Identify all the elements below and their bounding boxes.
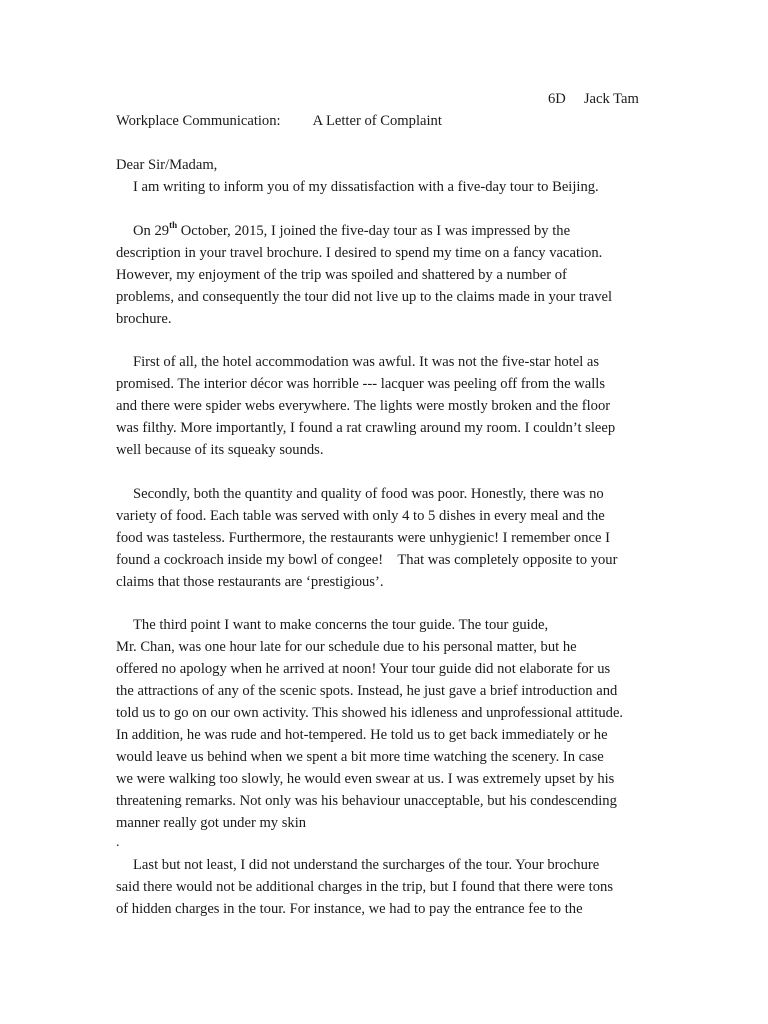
student-info (548, 88, 639, 110)
paragraph-2-line: well because of its squeaky sounds. (116, 442, 324, 458)
paragraph-2-line: and there were spider webs everywhere. The lights were mostly broken and the floor (116, 398, 611, 414)
class-code: 6D (548, 91, 566, 107)
paragraph-4-line: manner really got under my skin (116, 815, 307, 831)
paragraph-3-line: claims that those restaurants are ‘prestigious’. (116, 574, 384, 590)
paragraph-3-line: found a cockroach inside my bowl of congee! That was completely opposite to your (116, 552, 618, 568)
paragraph-4-line: In addition, he was rude and hot-tempered. He told us to get back immediately or he (116, 727, 608, 743)
paragraph-2-line: promised. The interior décor was horrible --- lacquer was peeling off from the walls (116, 376, 605, 392)
paragraph-1-line: problems, and consequently the tour did not live up to the claims made in your travel (116, 289, 613, 305)
paragraph-4-line: offered no apology when he arrived at noon! Your tour guide did not elaborate for us (116, 661, 611, 677)
paragraph-4-line: The third point I want to make concerns the tour guide. The tour guide, (133, 617, 549, 633)
course-name: Workplace Communication: (116, 113, 281, 129)
document-title (116, 110, 442, 132)
student-name: Jack Tam (583, 91, 639, 107)
paragraph-5-line: of hidden charges in the tour. For instance, we had to pay the entrance fee to the (116, 901, 583, 917)
paragraph-4-line: Mr. Chan, was one hour late for our schedule due to his personal matter, but he (116, 639, 577, 655)
paragraph-2-line: was filthy. More importantly, I found a rat crawling around my room. I couldn’t sleep (116, 420, 616, 436)
date-superscript: th (169, 220, 178, 231)
paragraph-3-line: variety of food. Each table was served with only 4 to 5 dishes in every meal and the (116, 508, 605, 524)
assignment-title: A Letter of Complaint (312, 113, 442, 129)
paragraph-4-line: told us to go on our own activity. This showed his idleness and unprofessional attitude. (116, 705, 624, 721)
paragraph-4-line: we were walking too slowly, he would even swear at us. I was extremely upset by his (116, 771, 615, 787)
salutation: Dear Sir/Madam, (116, 157, 218, 173)
paragraph-3-line: Secondly, both the quantity and quality of food was poor. Honestly, there was no (133, 486, 604, 502)
paragraph-2-line: First of all, the hotel accommodation was awful. It was not the five-star hotel as (133, 354, 600, 370)
paragraph-5-line: said there would not be additional charges in the trip, but I found that there were tons (116, 879, 613, 895)
stray-period: . (116, 835, 120, 850)
intro-paragraph: I am writing to inform you of my dissatisfaction with a five-day tour to Beijing. (133, 179, 599, 195)
paragraph-4-line: would leave us behind when we spent a bit more time watching the scenery. In case (116, 749, 604, 765)
paragraph-1-line: However, my enjoyment of the trip was spoiled and shattered by a number of (116, 267, 567, 283)
paragraph-4-line: threatening remarks. Not only was his behaviour unacceptable, but his condescending (116, 793, 617, 809)
paragraph-1-line: description in your travel brochure. I desired to spend my time on a fancy vacation. (116, 245, 603, 261)
paragraph-4-line: the attractions of any of the scenic spots. Instead, he just gave a brief introduction and (116, 683, 618, 699)
paragraph-5-line: Last but not least, I did not understand the surcharges of the tour. Your brochure (133, 857, 600, 873)
paragraph-3-line: food was tasteless. Furthermore, the restaurants were unhygienic! I remember once I (116, 530, 610, 546)
paragraph-1-line: brochure. (116, 311, 172, 327)
paragraph-1-line-1: On 29th October, 2015, I joined the five-day tour as I was impressed by the (133, 220, 571, 239)
